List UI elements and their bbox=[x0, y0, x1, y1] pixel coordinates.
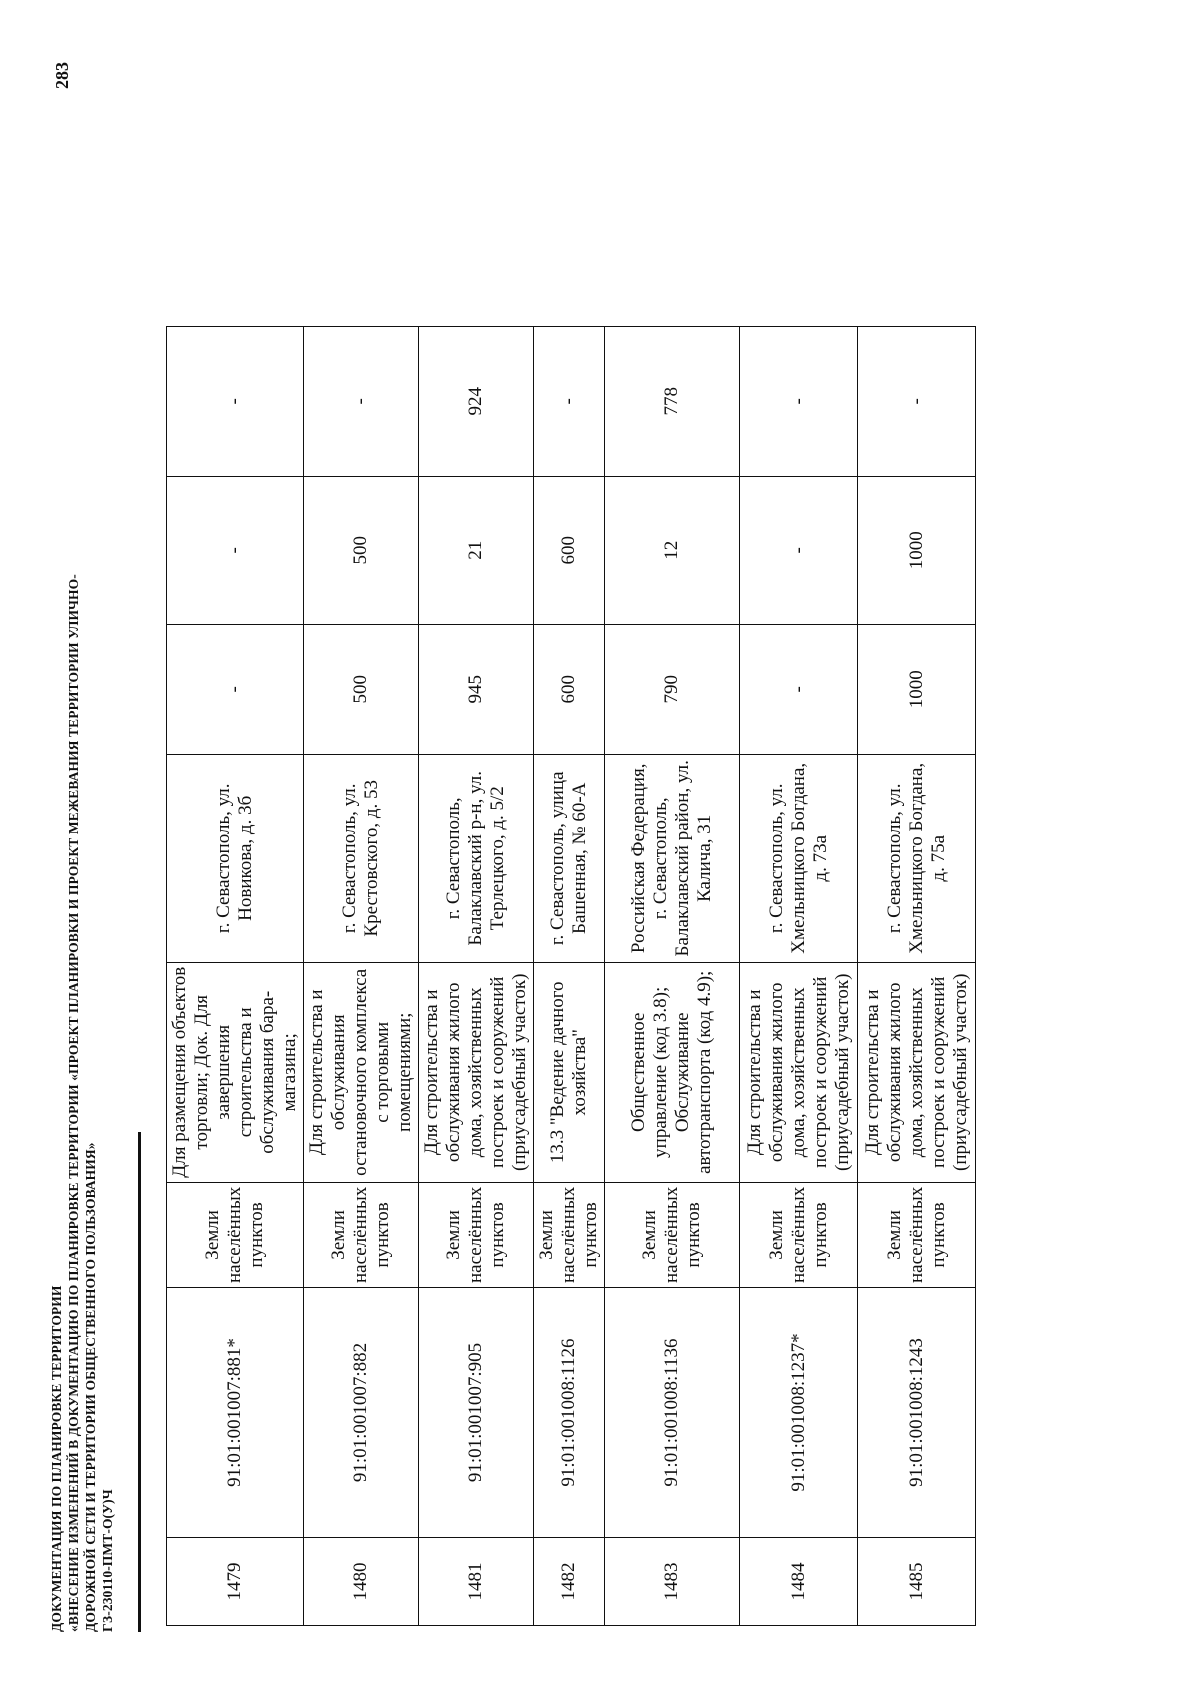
row-number-cell: 1483 bbox=[605, 1538, 740, 1626]
land-category-cell: Земли населённых пунктов bbox=[605, 1182, 740, 1287]
address-cell: Российская Федерация, г. Севастополь, Балаклавский район, ул. Калича, 31 bbox=[605, 754, 740, 962]
row-number-cell: 1482 bbox=[534, 1538, 605, 1626]
header-divider bbox=[138, 1132, 141, 1632]
area-remaining-cell: 924 bbox=[419, 326, 534, 476]
header-line-2: «ВНЕСЕНИЕ ИЗМЕНЕНИЙ В ДОКУМЕНТАЦИЮ ПО ПЛАНИРОВКЕ ТЕРРИТОРИИ «ПРОЕКТ ПЛАНИРОВКИ И ПРОЕКТ МЕЖЕВАНИЯ ТЕРРИТОРИИ УЛИЧНО- bbox=[66, 574, 81, 1632]
area-remaining-cell: - bbox=[858, 326, 976, 476]
permitted-use-cell: Для строительства и обслуживания жилого дома, хозяйственных построек и сооружений (приусадебный участок) bbox=[858, 962, 976, 1182]
area-remaining-cell: - bbox=[534, 326, 605, 476]
area-total-cell: - bbox=[740, 624, 858, 754]
area-total-cell: 500 bbox=[304, 624, 419, 754]
permitted-use-cell: Для строительства и обслуживания жилого дома, хозяйственных построек и сооружений (приусадебный участок) bbox=[740, 962, 858, 1182]
table-row bbox=[167, 326, 304, 1625]
land-category-cell: Земли населённых пунктов bbox=[858, 1182, 976, 1287]
row-number-cell: 1481 bbox=[419, 1538, 534, 1626]
parcels-table bbox=[166, 326, 976, 1626]
table-row bbox=[605, 326, 740, 1625]
table-row bbox=[858, 326, 976, 1625]
row-number-cell: 1480 bbox=[304, 1538, 419, 1626]
area-affected-cell: 1000 bbox=[858, 476, 976, 624]
land-category-cell: Земли населённых пунктов bbox=[419, 1182, 534, 1287]
permitted-use-cell: 13.3 "Ведение дачного хозяйства" bbox=[534, 962, 605, 1182]
area-affected-cell: 600 bbox=[534, 476, 605, 624]
area-remaining-cell: 778 bbox=[605, 326, 740, 476]
permitted-use-cell: Для строительства и обслуживания остановочного комплекса с торговыми помещениями; bbox=[304, 962, 419, 1182]
cadastral-number-cell: 91:01:001008:1126 bbox=[534, 1288, 605, 1538]
land-category-cell: Земли населённых пунктов bbox=[740, 1182, 858, 1287]
cadastral-number-cell: 91:01:001008:1237* bbox=[740, 1288, 858, 1538]
area-affected-cell: - bbox=[167, 476, 304, 624]
row-number-cell: 1484 bbox=[740, 1538, 858, 1626]
cadastral-number-cell: 91:01:001008:1136 bbox=[605, 1288, 740, 1538]
permitted-use-cell: Для размещения объектов торговли; Док. Для завершения строительства и обслуживания бара-магазина; bbox=[167, 962, 304, 1182]
header-line-1: ДОКУМЕНТАЦИЯ ПО ПЛАНИРОВКЕ ТЕРРИТОРИИ bbox=[49, 1285, 64, 1632]
area-affected-cell: 12 bbox=[605, 476, 740, 624]
permitted-use-cell: Общественное управление (код 3.8); Обслуживание автотранспорта (код 4.9); bbox=[605, 962, 740, 1182]
address-cell: г. Севастополь, Балаклавский р-н, ул. Терлецкого, д. 5/2 bbox=[419, 754, 534, 962]
area-total-cell: 1000 bbox=[858, 624, 976, 754]
row-number-cell: 1485 bbox=[858, 1538, 976, 1626]
table-row bbox=[534, 326, 605, 1625]
area-affected-cell: 500 bbox=[304, 476, 419, 624]
land-category-cell: Земли населённых пунктов bbox=[534, 1182, 605, 1287]
area-total-cell: - bbox=[167, 624, 304, 754]
land-category-cell: Земли населённых пунктов bbox=[167, 1182, 304, 1287]
table-row bbox=[304, 326, 419, 1625]
land-category-cell: Земли населённых пунктов bbox=[304, 1182, 419, 1287]
table-row bbox=[419, 326, 534, 1625]
address-cell: г. Севастополь, ул. Хмельницкого Богдана, д. 75а bbox=[858, 754, 976, 962]
area-remaining-cell: - bbox=[167, 326, 304, 476]
area-remaining-cell: - bbox=[304, 326, 419, 476]
cadastral-number-cell: 91:01:001008:1243 bbox=[858, 1288, 976, 1538]
area-total-cell: 790 bbox=[605, 624, 740, 754]
address-cell: г. Севастополь, улица Башенная, № 60-А bbox=[534, 754, 605, 962]
table-row bbox=[740, 326, 858, 1625]
page-number: 283 bbox=[52, 62, 72, 89]
area-total-cell: 600 bbox=[534, 624, 605, 754]
cadastral-number-cell: 91:01:001007:905 bbox=[419, 1288, 534, 1538]
address-cell: г. Севастополь, ул. Крестовского, д. 53 bbox=[304, 754, 419, 962]
cadastral-number-cell: 91:01:001007:882 bbox=[304, 1288, 419, 1538]
area-remaining-cell: - bbox=[740, 326, 858, 476]
area-affected-cell: - bbox=[740, 476, 858, 624]
address-cell: г. Севастополь, ул. Новикова, д. 3б bbox=[167, 754, 304, 962]
header-line-3: ДОРОЖНОЙ СЕТИ И ТЕРРИТОРИИ ОБЩЕСТВЕННОГО ПОЛЬЗОВАНИЯ» bbox=[83, 1142, 98, 1632]
document-header bbox=[48, 92, 116, 1632]
area-total-cell: 945 bbox=[419, 624, 534, 754]
row-number-cell: 1479 bbox=[167, 1538, 304, 1626]
permitted-use-cell: Для строительства и обслуживания жилого дома, хозяйственных построек и сооружений (приусадебный участок) bbox=[419, 962, 534, 1182]
cadastral-number-cell: 91:01:001007:881* bbox=[167, 1288, 304, 1538]
area-affected-cell: 21 bbox=[419, 476, 534, 624]
address-cell: г. Севастополь, ул. Хмельницкого Богдана, д. 73а bbox=[740, 754, 858, 962]
header-line-4: ГЗ-230110-ПМТ-О(У)Ч bbox=[100, 1489, 115, 1632]
